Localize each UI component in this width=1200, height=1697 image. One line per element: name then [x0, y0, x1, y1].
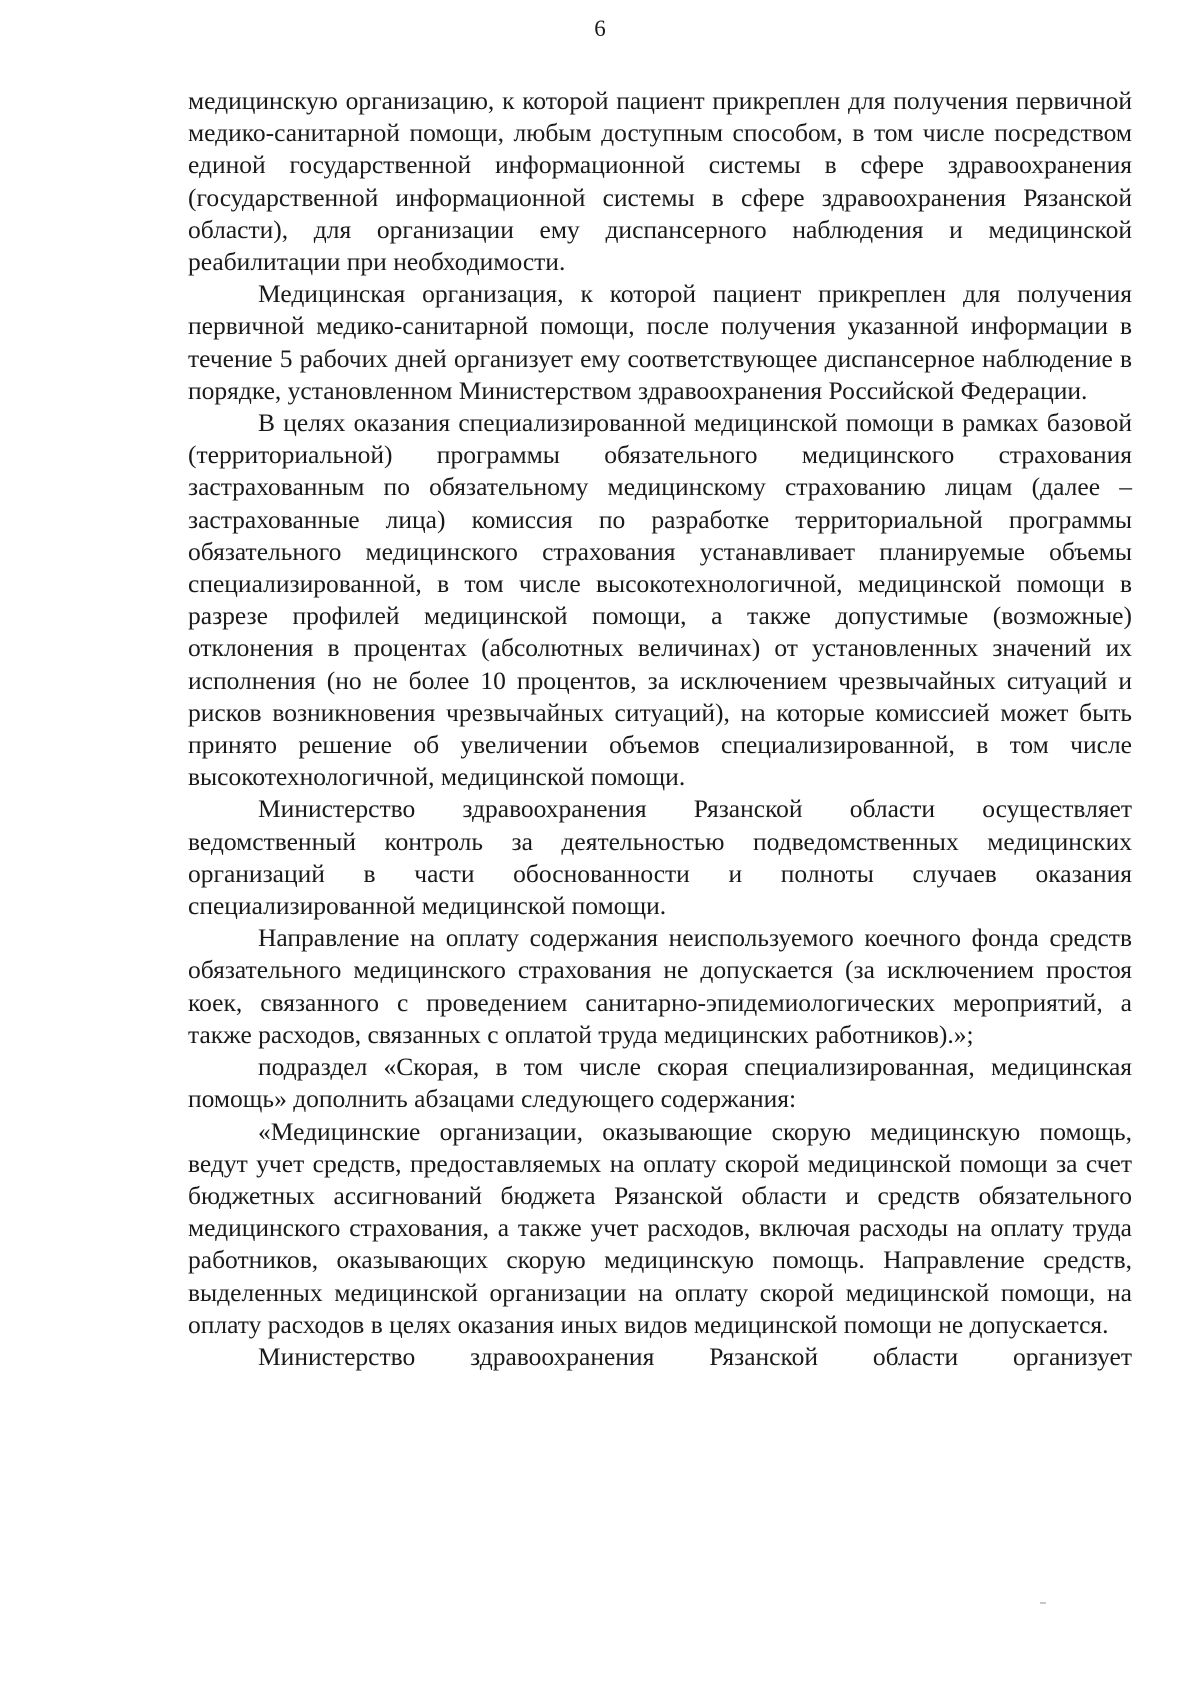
document-body [188, 85, 1132, 1373]
scan-artifact [1040, 1602, 1046, 1604]
paragraph-6: подраздел «Скорая, в том числе скорая специализированная, медицинская помощь» дополнить абзацами следующего содержания: [188, 1052, 1132, 1114]
paragraph-3: В целях оказания специализированной медицинской помощи в рамках базовой (территориальной) программы обязательного медицинского страхования застрахованным по обязательному медицинскому страхованию лицам (далее – застрахованные лица) комиссия по разработке территориальной программы обязательного медицинского страхования устанавливает планируемые объемы специализированной, в том числе высокотехнологичной, медицинской помощи в разрезе профилей медицинской помощи, а также допустимые (возможные) отклонения в процентах (абсолютных величинах) от установленных значений их исполнения (но не более 10 процентов, за исключением чрезвычайных ситуаций и рисков возникновения чрезвычайных ситуаций), на которые комиссией может быть принято решение об увеличении объемов специализированной, в том числе высокотехнологичной, медицинской помощи. [188, 408, 1132, 792]
paragraph-5: Направление на оплату содержания неиспользуемого коечного фонда средств обязательного медицинского страхования не допускается (за исключением простоя коек, связанного с проведением санитарно-эпидемиологических мероприятий, а также расходов, связанных с оплатой труда медицинских работников).»; [188, 923, 1132, 1049]
paragraph-2: Медицинская организация, к которой пациент прикреплен для получения первичной медико-санитарной помощи, после получения указанной информации в течение 5 рабочих дней организует ему соответствующее диспансерное наблюдение в порядке, установленном Министерством здравоохранения Российской Федерации. [188, 279, 1132, 405]
page-number: 6 [594, 16, 606, 41]
paragraph-1: медицинскую организацию, к которой пациент прикреплен для получения первичной медико-санитарной помощи, любым доступным способом, в том числе посредством единой государственной информационной системы в сфере здравоохранения (государственной информационной системы в сфере здравоохранения Рязанской области), для организации ему диспансерного наблюдения и медицинской реабилитации при необходимости. [188, 86, 1132, 277]
paragraph-8: Министерство здравоохранения Рязанской области организует [258, 1341, 1132, 1371]
paragraph-4: Министерство здравоохранения Рязанской области осуществляет ведомственный контроль за деятельностью подведомственных медицинских организаций в части обоснованности и полноты случаев оказания специализированной медицинской помощи. [188, 794, 1132, 921]
paragraph-7: «Медицинские организации, оказывающие скорую медицинскую помощь, ведут учет средств, предоставляемых на оплату скорой медицинской помощи за счет бюджетных ассигнований бюджета Рязанской области и средств обязательного медицинского страхования, а также учет расходов, включая расходы на оплату труда работников, оказывающих скорую медицинскую помощь. Направление средств, выделенных медицинской организации на оплату скорой медицинской помощи, на оплату расходов в целях оказания иных видов медицинской помощи не допускается. [188, 1116, 1132, 1339]
